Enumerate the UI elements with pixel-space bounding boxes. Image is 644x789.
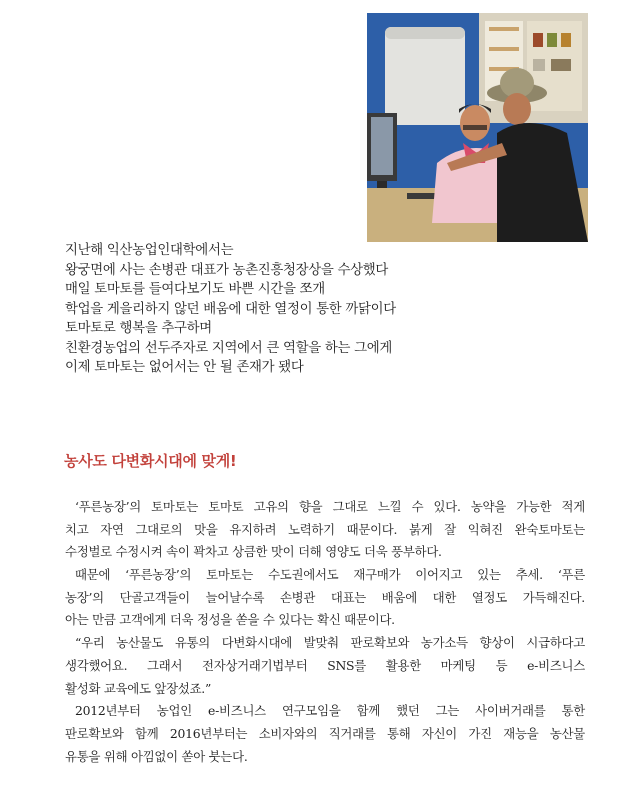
body-line: “우리 농산물도 유통의 다변화시대에 발맞춰 판로확보와 농가소득 향상이 시급하다고 (75, 635, 585, 651)
body-line: 농장’의 단골고객들이 늘어날수록 손병관 대표는 배움에 대한 열정도 가득해진다. (65, 589, 585, 605)
intro-text (65, 241, 485, 378)
intro-line: 매일 토마토를 들여다보기도 바쁜 시간을 쪼개 (65, 282, 325, 297)
body-line: ‘푸른농장’의 토마토는 토마토 고유의 향을 그대로 느낄 수 있다. 농약을 가능한 적게 (75, 499, 585, 514)
intro-line: 친환경농업의 선두주자로 지역에서 큰 역할을 하는 그에게 (65, 340, 392, 356)
intro-line: 지난해 익산농업인대학에서는 (65, 243, 234, 258)
section-heading: 농사도 다변화시대에 맞게! (64, 452, 237, 470)
body-line: 2012년부터 농업인 e-비즈니스 연구모임을 함께 했던 그는 사이버거래를 통한 (75, 703, 585, 719)
intro-line: 왕궁면에 사는 손병관 대표가 농촌진흥청장상을 수상했다 (65, 262, 389, 278)
body-text (65, 496, 585, 768)
photo-illustration (367, 13, 588, 242)
body-line: 아는 만큼 고객에게 더욱 정성을 쏟을 수 있다는 확신 때문이다. (65, 612, 395, 628)
intro-line: 학업을 게을리하지 않던 배움에 대한 열정이 통한 까닭이다 (65, 301, 396, 317)
intro-line: 이제 토마토는 없어서는 안 될 존재가 됐다 (65, 360, 304, 375)
body-line: 때문에 ‘푸른농장’의 토마토는 수도권에서도 재구매가 이어지고 있는 추세. ‘푸른 (75, 567, 585, 583)
body-line: 생각했어요. 그래서 전자상거래기법부터 SNS를 활용한 마케팅 등 e-비즈니스 (65, 657, 585, 673)
article-photo (367, 13, 588, 242)
body-line: 치고 자연 그대로의 맛을 유지하려 노력하기 때문이다. 붉게 잘 익혀진 완숙토마토는 (65, 521, 585, 537)
body-line: 판로확보와 함께 2016년부터는 소비자와의 직거래를 통해 자신이 가진 재능을 농산물 (65, 725, 585, 741)
body-line: 유통을 위해 아낌없이 쏟아 붓는다. (65, 748, 248, 764)
body-line: 수정벌로 수정시켜 속이 꽉차고 상큼한 맛이 더해 영양도 더욱 풍부하다. (65, 544, 442, 560)
intro-line: 토마토로 행복을 추구하며 (65, 321, 212, 336)
body-line: 활성화 교육에도 앞장섰죠.” (65, 680, 212, 696)
